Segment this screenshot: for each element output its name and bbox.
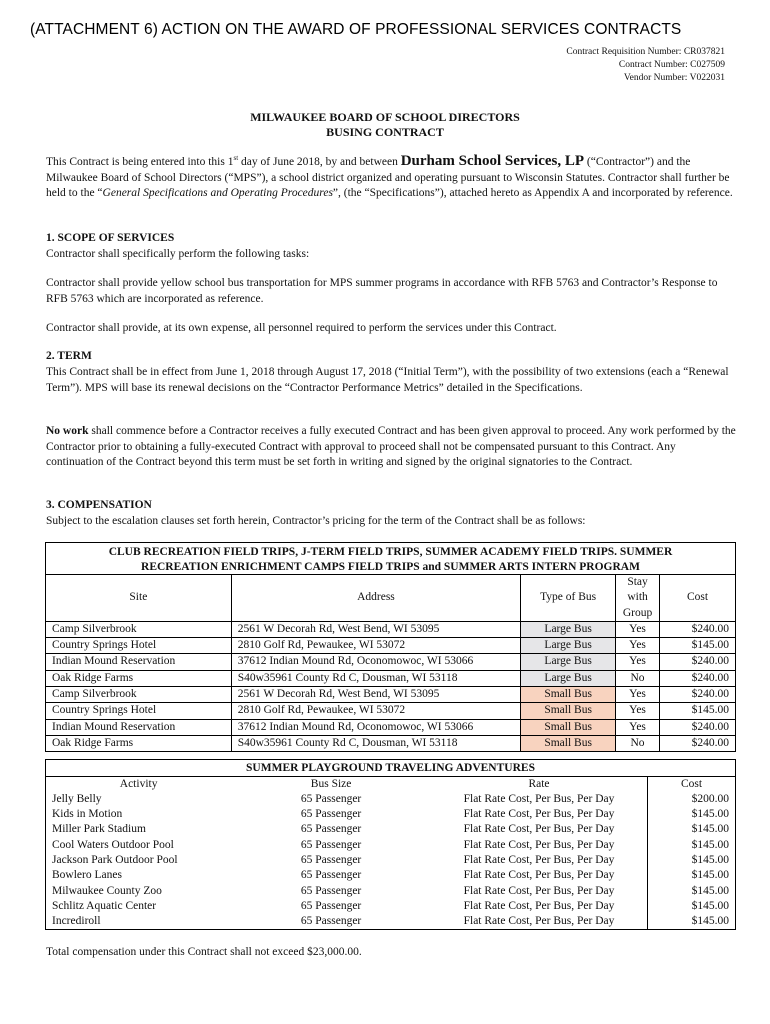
- section-compensation-heading: 3. COMPENSATION: [46, 499, 152, 511]
- site-cell: Camp Silverbrook: [46, 621, 232, 637]
- bus-type-cell: Small Bus: [521, 687, 616, 703]
- rate-cell: Flat Rate Cost, Per Bus, Per Day: [463, 853, 615, 866]
- playground-table-title: SUMMER PLAYGROUND TRAVELING ADVENTURES: [46, 760, 736, 777]
- attachment-title: (ATTACHMENT 6) ACTION ON THE AWARD OF PROFESSIONAL SERVICES CONTRACTS: [30, 21, 682, 38]
- col-rate: Rate: [528, 777, 550, 790]
- rate-cell: Flat Rate Cost, Per Bus, Per Day: [463, 884, 615, 897]
- site-cell: Country Springs Hotel: [46, 638, 232, 654]
- club-table-row: [46, 638, 736, 654]
- bus-type-cell: Large Bus: [521, 670, 616, 686]
- term-paragraph-1: This Contract shall be in effect from June 1, 2018 through August 17, 2018 (“Initial Term”), with the possibility of two extensions (each a “Renewal Term”). MPS will base its renewal decisions on the “Contractor Performance Metrics” detailed in the Specifications.: [46, 366, 729, 394]
- cost-cell: $240.00: [660, 735, 736, 751]
- stay-cell: No: [616, 735, 660, 751]
- club-table-header-row: [46, 575, 736, 622]
- contract-references: [566, 46, 725, 85]
- bus-size-cell: 65 Passenger: [300, 853, 362, 866]
- spec-title: General Specifications and Operating Procedures: [102, 187, 333, 199]
- document-heading: [0, 110, 770, 140]
- stay-cell: Yes: [616, 621, 660, 637]
- term-paragraph-2: No work shall commence before a Contractor receives a fully executed Contract and has been given approval to proceed. Any work performed by the Contractor prior to obtaining a fully-executed Contract with approval to proceed shall not be compensated pursuant to this Contract. Any continuation of the Contract beyond this term must be set forth in writing and signed by the original signatories to the Contract.: [46, 425, 736, 468]
- rate-cell: Flat Rate Cost, Per Bus, Per Day: [463, 915, 615, 928]
- address-cell: 2561 W Decorah Rd, West Bend, WI 53095: [231, 621, 520, 637]
- section-scope-heading: 1. SCOPE OF SERVICES: [46, 232, 175, 244]
- bus-size-cell: 65 Passenger: [300, 792, 362, 805]
- compensation-lead: Subject to the escalation clauses set forth herein, Contractor’s pricing for the term of the Contract shall be as follows:: [46, 515, 586, 527]
- address-cell: 2561 W Decorah Rd, West Bend, WI 53095: [231, 687, 520, 703]
- cost-cell: $240.00: [660, 719, 736, 735]
- cost-cell: $145.00: [660, 638, 736, 654]
- col-cost: Cost: [648, 776, 736, 792]
- rate-cell: Flat Rate Cost, Per Bus, Per Day: [463, 899, 615, 912]
- col-stay-with-group: Stay with Group: [616, 575, 660, 622]
- address-cell: S40w35961 County Rd C, Dousman, WI 53118: [231, 670, 520, 686]
- bus-type-cell: Large Bus: [521, 638, 616, 654]
- club-table-row: [46, 654, 736, 670]
- bus-size-cell: 65 Passenger: [300, 808, 362, 821]
- site-cell: Country Springs Hotel: [46, 703, 232, 719]
- rate-cell: Flat Rate Cost, Per Bus, Per Day: [463, 838, 615, 851]
- cost-cell: $145.00: [648, 914, 736, 930]
- section-term-heading: 2. TERM: [46, 350, 92, 362]
- stay-cell: Yes: [616, 719, 660, 735]
- playground-table-row: [46, 853, 736, 868]
- site-cell: Oak Ridge Farms: [46, 670, 232, 686]
- playground-adventures-table: [45, 759, 736, 930]
- cost-cell: $240.00: [660, 654, 736, 670]
- cost-cell: $145.00: [648, 899, 736, 914]
- stay-cell: Yes: [616, 638, 660, 654]
- rate-cell: Flat Rate Cost, Per Bus, Per Day: [463, 792, 615, 805]
- playground-table-row: [46, 792, 736, 807]
- scope-paragraph-2: Contractor shall provide, at its own expense, all personnel required to perform the services under this Contract.: [46, 322, 557, 334]
- cost-cell: $240.00: [660, 687, 736, 703]
- rate-cell: Flat Rate Cost, Per Bus, Per Day: [463, 869, 615, 882]
- club-table-row: [46, 687, 736, 703]
- playground-table-row: [46, 822, 736, 837]
- stay-cell: Yes: [616, 654, 660, 670]
- col-bus-size: Bus Size: [310, 777, 352, 790]
- club-table-title: CLUB RECREATION FIELD TRIPS, J-TERM FIELD TRIPS, SUMMER ACADEMY FIELD TRIPS. SUMMER RECREATION ENRICHMENT CAMPS FIELD TRIPS and SUMMER ARTS INTERN PROGRAM: [46, 543, 736, 575]
- bus-type-cell: Large Bus: [521, 621, 616, 637]
- site-cell: Camp Silverbrook: [46, 687, 232, 703]
- playground-table-row: [46, 868, 736, 883]
- cost-cell: $145.00: [648, 838, 736, 853]
- col-activity: Activity: [119, 777, 158, 790]
- address-cell: 2810 Golf Rd, Pewaukee, WI 53072: [231, 703, 520, 719]
- cost-cell: $145.00: [648, 822, 736, 837]
- activity-cell: Incrediroll: [52, 915, 101, 928]
- site-cell: Indian Mound Reservation: [46, 719, 232, 735]
- activity-cell: Jelly Belly: [52, 792, 102, 805]
- requisition-number: Contract Requisition Number: CR037821: [566, 47, 725, 57]
- bus-size-cell: 65 Passenger: [300, 823, 362, 836]
- activity-cell: Schlitz Aquatic Center: [52, 899, 157, 912]
- bus-size-cell: 65 Passenger: [300, 869, 362, 882]
- activity-cell: Bowlero Lanes: [52, 869, 122, 882]
- bus-type-cell: Small Bus: [521, 735, 616, 751]
- club-table-row: [46, 735, 736, 751]
- address-cell: 37612 Indian Mound Rd, Oconomowoc, WI 53066: [231, 719, 520, 735]
- playground-table-row: [46, 899, 736, 914]
- cost-cell: $145.00: [648, 853, 736, 868]
- cost-cell: $240.00: [660, 670, 736, 686]
- bus-size-cell: 65 Passenger: [300, 899, 362, 912]
- col-site: Site: [46, 575, 232, 622]
- col-cost: Cost: [660, 575, 736, 622]
- club-table-row: [46, 621, 736, 637]
- vendor-number: Vendor Number: V022031: [623, 73, 725, 83]
- col-bus-type: Type of Bus: [521, 575, 616, 622]
- heading-board: MILWAUKEE BOARD OF SCHOOL DIRECTORS: [250, 110, 520, 124]
- activity-cell: Milwaukee County Zoo: [52, 884, 162, 897]
- address-cell: 37612 Indian Mound Rd, Oconomowoc, WI 53066: [231, 654, 520, 670]
- bus-size-cell: 65 Passenger: [300, 884, 362, 897]
- heading-contract: BUSING CONTRACT: [326, 125, 444, 139]
- playground-table-row: [46, 807, 736, 822]
- contract-number: Contract Number: C027509: [618, 60, 725, 70]
- playground-table-row: [46, 838, 736, 853]
- site-cell: Indian Mound Reservation: [46, 654, 232, 670]
- bus-type-cell: Small Bus: [521, 719, 616, 735]
- bus-size-cell: 65 Passenger: [300, 838, 362, 851]
- playground-table-row: [46, 914, 736, 930]
- cost-cell: $145.00: [660, 703, 736, 719]
- stay-cell: Yes: [616, 687, 660, 703]
- bus-size-cell: 65 Passenger: [300, 915, 362, 928]
- scope-lead: Contractor shall specifically perform the following tasks:: [46, 248, 310, 260]
- playground-table-row: [46, 884, 736, 899]
- cost-cell: $240.00: [660, 621, 736, 637]
- total-compensation: Total compensation under this Contract shall not exceed $23,000.00.: [46, 946, 362, 958]
- activity-cell: Jackson Park Outdoor Pool: [52, 853, 178, 866]
- cost-cell: $145.00: [648, 884, 736, 899]
- address-cell: 2810 Golf Rd, Pewaukee, WI 53072: [231, 638, 520, 654]
- club-recreation-table: [45, 542, 736, 752]
- rate-cell: Flat Rate Cost, Per Bus, Per Day: [463, 823, 615, 836]
- activity-cell: Miller Park Stadium: [52, 823, 146, 836]
- contractor-name: Durham School Services, LP: [400, 153, 585, 169]
- rate-cell: Flat Rate Cost, Per Bus, Per Day: [463, 808, 615, 821]
- bus-type-cell: Large Bus: [521, 654, 616, 670]
- address-cell: S40w35961 County Rd C, Dousman, WI 53118: [231, 735, 520, 751]
- cost-cell: $145.00: [648, 868, 736, 883]
- cost-cell: $200.00: [648, 792, 736, 807]
- activity-cell: Cool Waters Outdoor Pool: [52, 838, 174, 851]
- site-cell: Oak Ridge Farms: [46, 735, 232, 751]
- club-table-row: [46, 670, 736, 686]
- intro-paragraph: This Contract is being entered into this 1st day of June 2018, by and between Durham School Services, LP (“Contractor”) and the Milwaukee Board of School Directors (“MPS”), a school district organized and operating pursuant to Wisconsin Statutes. Contractor shall further be held to the “General Specifications and Operating Procedures”, (the “Specifications”), attached hereto as Appendix A and incorporated by reference.: [46, 153, 733, 199]
- club-table-row: [46, 703, 736, 719]
- stay-cell: Yes: [616, 703, 660, 719]
- club-table-row: [46, 719, 736, 735]
- bus-type-cell: Small Bus: [521, 703, 616, 719]
- activity-cell: Kids in Motion: [52, 808, 123, 821]
- stay-cell: No: [616, 670, 660, 686]
- no-work-emphasis: No work: [46, 425, 89, 437]
- playground-table-header-row: [46, 776, 736, 792]
- scope-paragraph-1: Contractor shall provide yellow school bus transportation for MPS summer programs in accordance with RFB 5763 and Contractor’s Response to RFB 5763 which are incorporated as reference.: [46, 277, 718, 305]
- cost-cell: $145.00: [648, 807, 736, 822]
- col-address: Address: [231, 575, 520, 622]
